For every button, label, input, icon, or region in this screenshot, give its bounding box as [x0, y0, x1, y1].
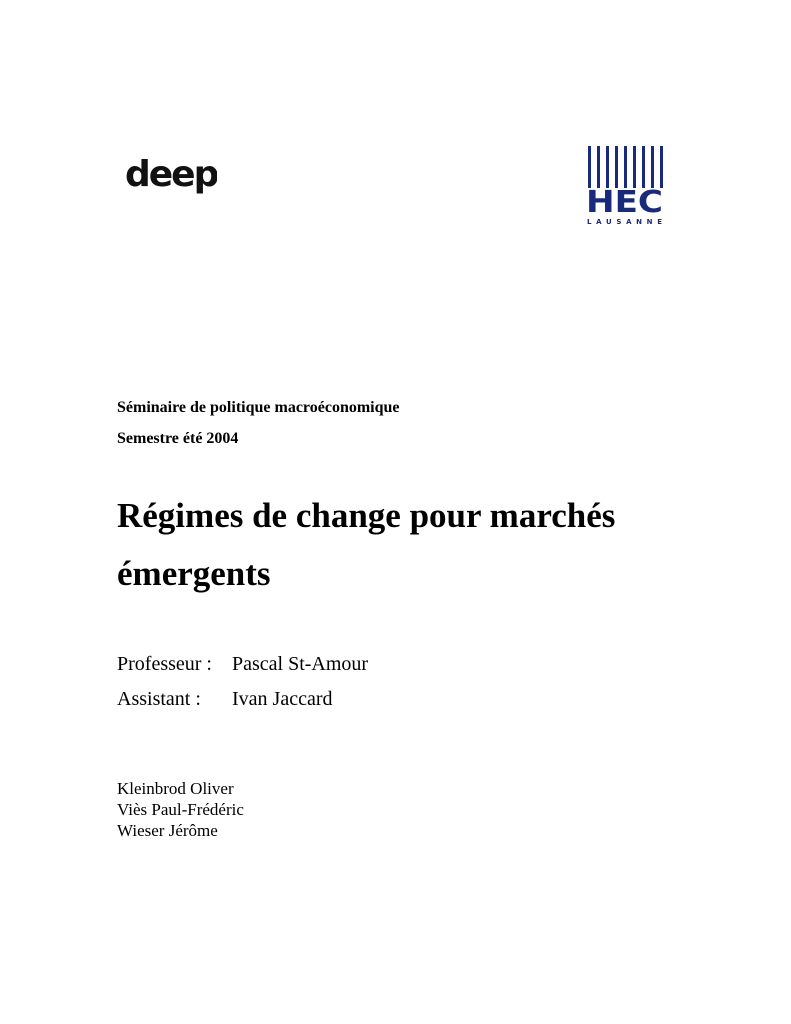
document-title-line-2: émergents [117, 554, 271, 593]
deep-logo [125, 156, 217, 196]
professor-label: Professeur : [117, 653, 212, 675]
author-name: Viès Paul-Frédéric [117, 800, 244, 819]
author-list [117, 778, 244, 841]
document-title-line-1: Régimes de change pour marchés [117, 496, 616, 535]
professor-row [117, 652, 368, 676]
author-name: Wieser Jérôme [117, 821, 218, 840]
hec-logo-bars [588, 146, 663, 188]
deep-logo-text: deep [125, 156, 217, 195]
professor-name: Pascal St-Amour [232, 653, 369, 675]
assistant-name: Ivan Jaccard [232, 688, 333, 710]
hec-logo-text: HEC [586, 185, 663, 220]
assistant-row [117, 687, 333, 711]
seminar-name: Séminaire de politique macroéconomique [117, 399, 400, 416]
author-name: Kleinbrod Oliver [117, 779, 234, 798]
hec-logo-subtext: LAUSANNE [587, 218, 662, 226]
semester-label: Semestre été 2004 [117, 430, 239, 447]
assistant-label: Assistant : [117, 688, 201, 710]
hec-lausanne-logo [586, 146, 664, 226]
